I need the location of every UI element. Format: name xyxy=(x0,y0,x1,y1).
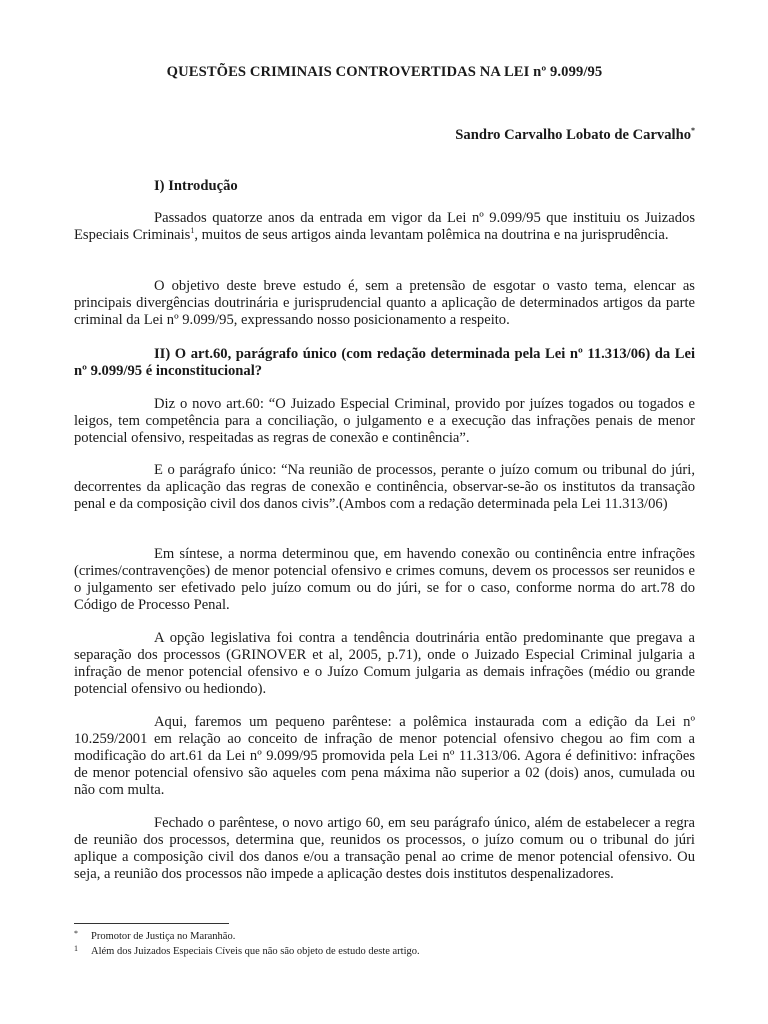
author-name-text: Sandro Carvalho Lobato de Carvalho xyxy=(455,127,691,143)
author-footnote-mark: * xyxy=(691,126,695,135)
paragraph-1-part-a: Passados quatorze anos da entrada em vigor da Lei nº 9.099/95 que instituiu os Juizados Especiais Criminais xyxy=(74,210,695,243)
footnote-mark: 1 xyxy=(74,944,78,953)
paragraph-1-part-b: , muitos de seus artigos ainda levantam polêmica na doutrina e na jurisprudência. xyxy=(194,227,669,243)
paragraph-8: Fechado o parêntese, o novo artigo 60, em seu parágrafo único, além de estabelecer a regra de reunião dos processos, determina que, reunidos os processos, o juízo comum ou o tribunal do júri aplique a composição civil dos danos e/ou a transação penal ao crime de menor potencial ofensivo. Ou seja, a reunião dos processos não impede a aplicação destes dois institutos despenalizadores. xyxy=(74,815,695,882)
footnote-mark: * xyxy=(74,929,78,938)
section-heading-art60: II) O art.60, parágrafo único (com redação determinada pela Lei nº 11.313/06) da Lei nº 9.099/95 é inconstitucional? xyxy=(74,346,695,379)
document-title: QUESTÕES CRIMINAIS CONTROVERTIDAS NA LEI nº 9.099/95 xyxy=(166,64,603,80)
footnote-separator xyxy=(74,923,229,924)
paragraph-6: A opção legislativa foi contra a tendência doutrinária então predominante que pregava a separação dos processos (GRINOVER et al, 2005, p.71), onde o Juizado Especial Criminal julgaria a infração de menor potencial ofensivo e o Juízo Comum julgaria as demais infrações (médio ou grande potencial ofensivo ou hediondo). xyxy=(74,630,695,697)
footnote-1 xyxy=(74,942,420,958)
footnote-ref-1: 1 xyxy=(190,226,195,235)
paragraph-7: Aqui, faremos um pequeno parêntese: a polêmica instaurada com a edição da Lei nº 10.259/2001 em relação ao conceito de infração de menor potencial ofensivo chegou ao fim com a modificação do art.61 da Lei nº 9.099/95 promovida pela Lei nº 11.313/06. Agora é definitivo: infrações de menor potencial ofensivo são aqueles com pena máxima não superior a 02 (dois) anos, cumulada ou não com multa. xyxy=(74,714,695,798)
paragraph-4: E o parágrafo único: “Na reunião de processos, perante o juízo comum ou tribunal do júri, decorrentes da aplicação das regras de conexão e continência, observar-se-ão os institutos da transação penal e da composição civil dos danos civis”.(Ambos com a redação determinada pela Lei 11.313/06) xyxy=(74,462,695,512)
section-heading-introduction: I) Introdução xyxy=(154,178,238,194)
paragraph-5: Em síntese, a norma determinou que, em havendo conexão ou continência entre infrações (crimes/contravenções) de menor potencial ofensivo e crimes comuns, devem os processos ser reunidos e o julgamento ser efetivado pelo juízo comum ou do júri, se for o caso, conforme norma do art.78 do Código de Processo Penal. xyxy=(74,546,695,613)
author-name xyxy=(455,126,695,144)
paragraph-2: O objetivo deste breve estudo é, sem a pretensão de esgotar o vasto tema, elencar as principais divergências doutrinária e jurisprudencial quanto a aplicação de determinados artigos da parte criminal da Lei nº 9.099/95, expressando nosso posicionamento a respeito. xyxy=(74,278,695,328)
footnote-author xyxy=(74,927,235,943)
footnote-text: Promotor de Justiça no Maranhão. xyxy=(91,931,236,942)
paragraph-1 xyxy=(74,210,695,244)
footnote-text: Além dos Juizados Especiais Cíveis que não são objeto de estudo deste artigo. xyxy=(91,946,420,957)
paragraph-3: Diz o novo art.60: “O Juizado Especial Criminal, provido por juízes togados ou togados e leigos, tem competência para a conciliação, o julgamento e a execução das infrações penais de menor potencial ofensivo, respeitadas as regras de conexão e continência”. xyxy=(74,396,695,446)
